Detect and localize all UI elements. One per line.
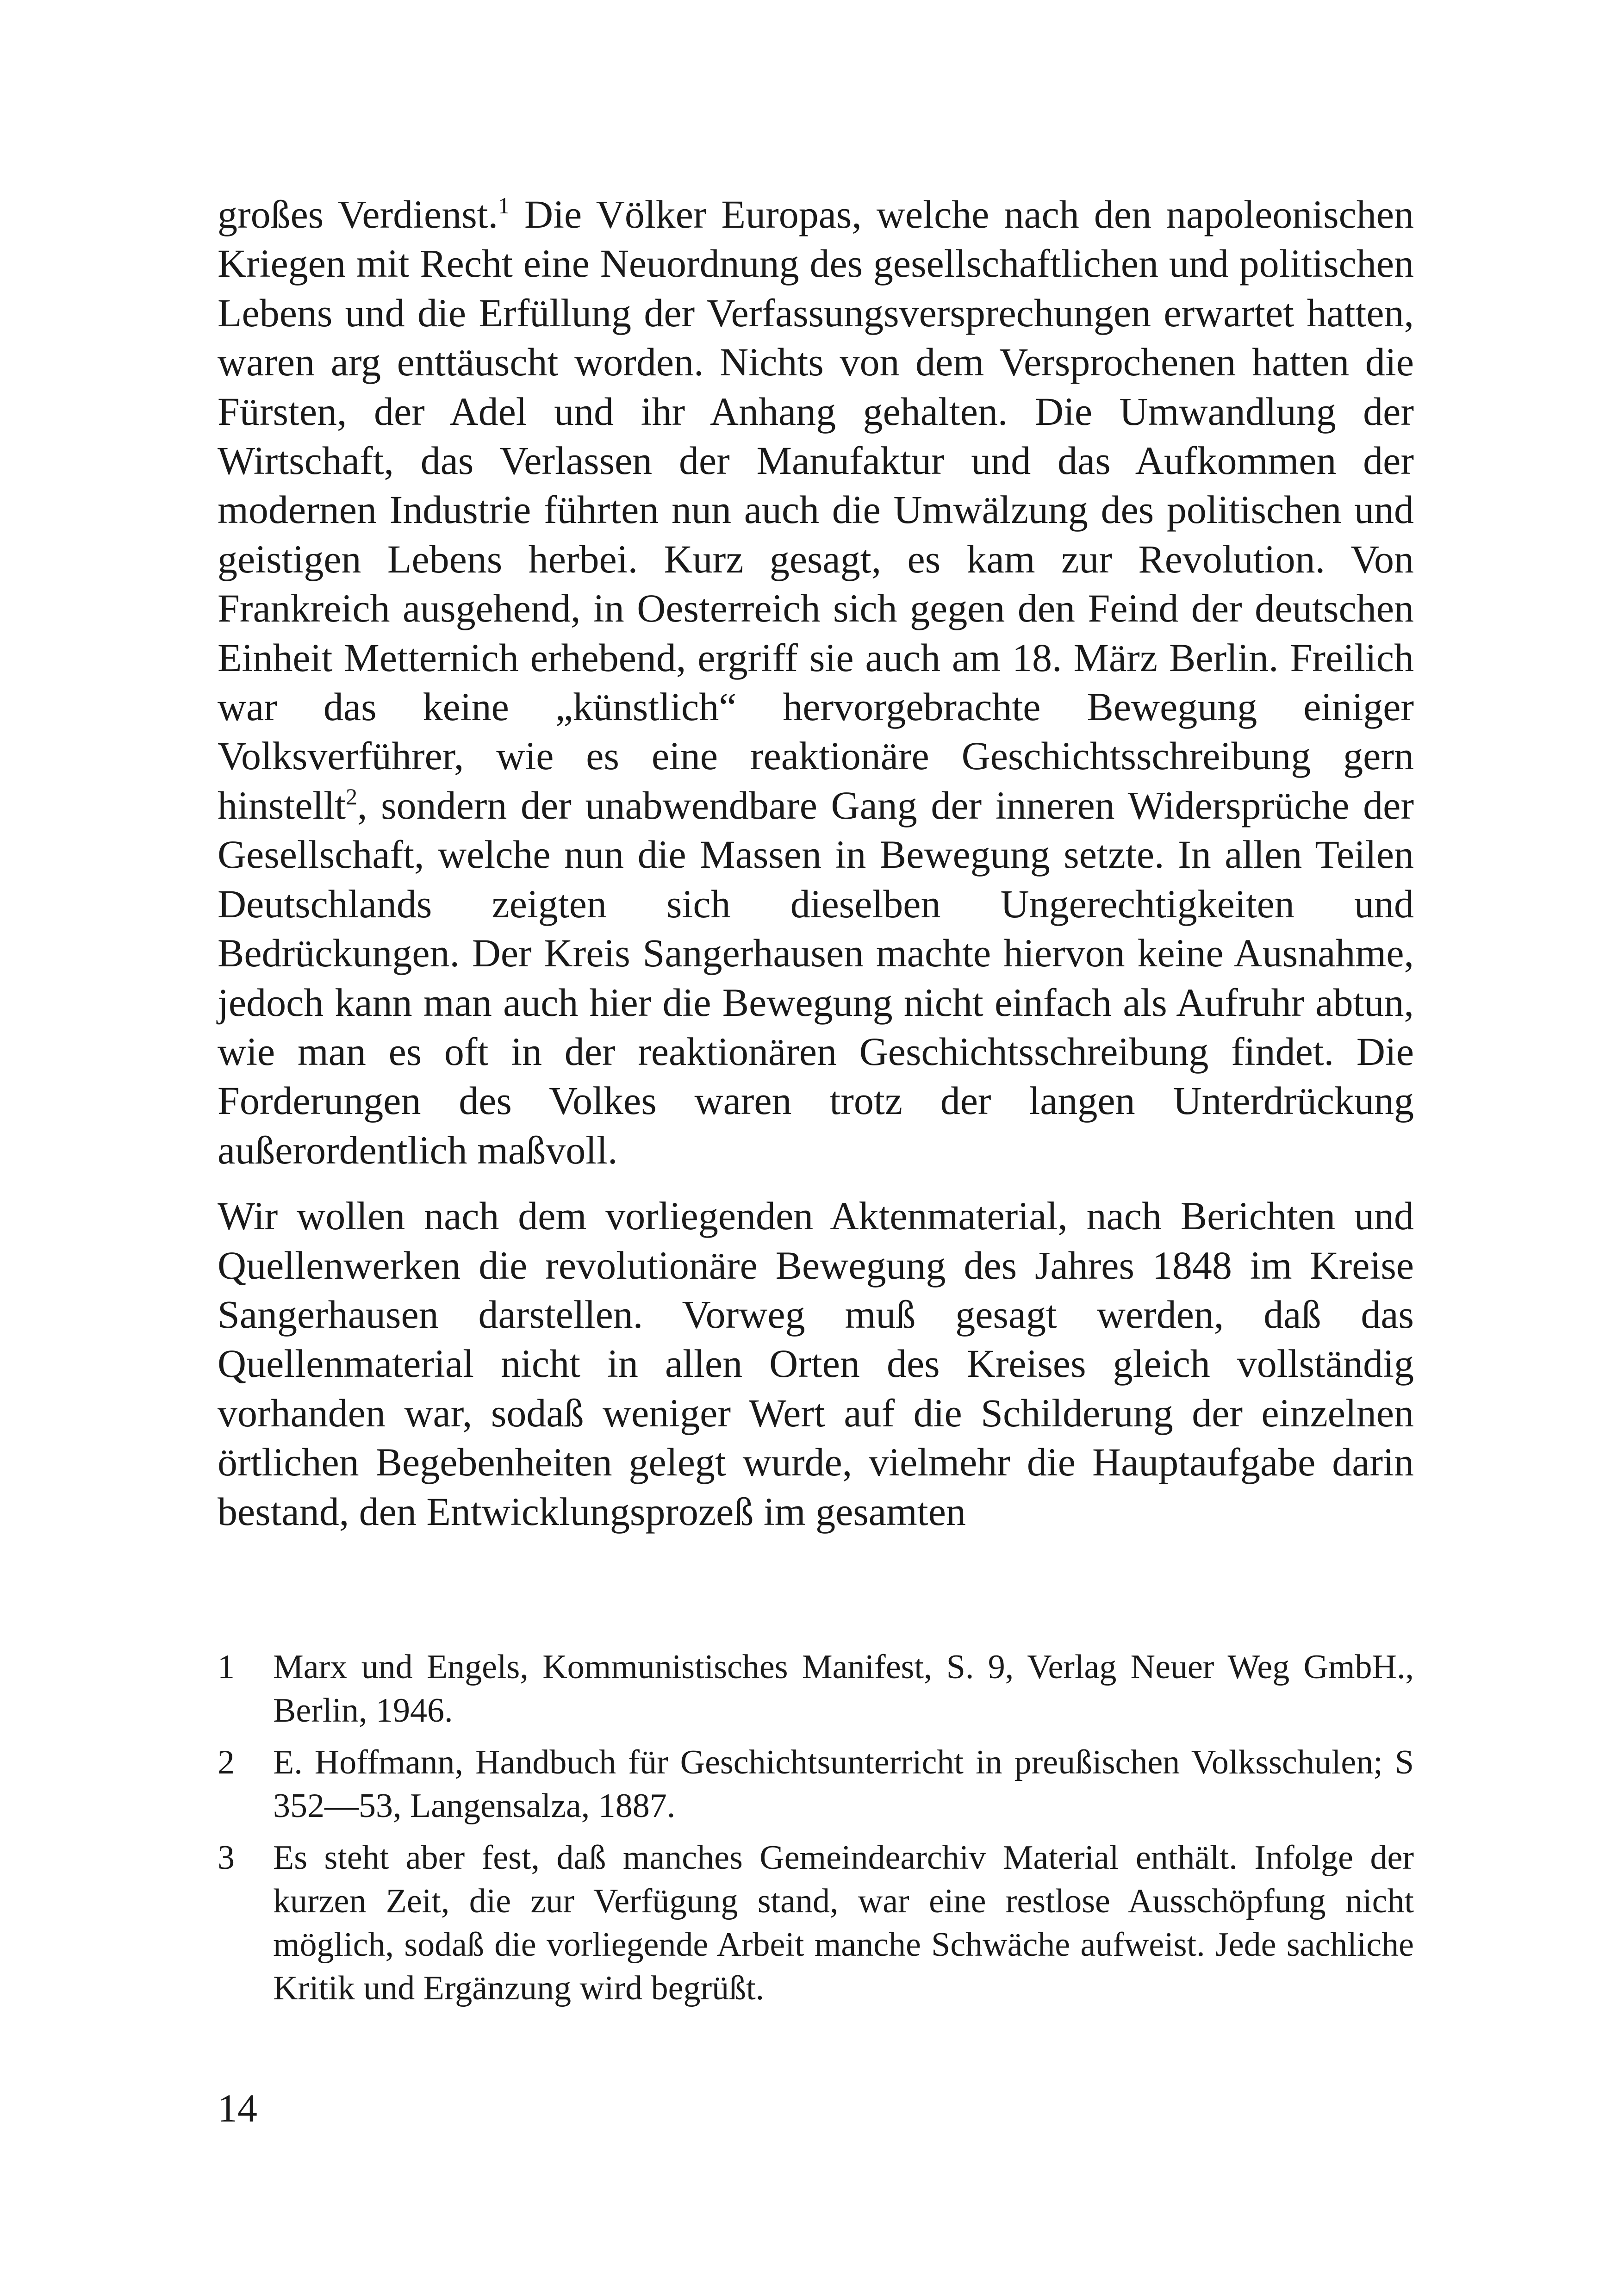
footnote-text: Es steht aber fest, daß manches Gemeindearchiv Material enthält. Infolge der kurzen Zeit, die zur Verfügung stand, war eine restlose Ausschöpfung nicht möglich, sodaß die vorliegende Arbeit manche Schwäche aufweist. Jede sachliche Kritik und Ergänzung wird begrüßt. [273, 1839, 1414, 2007]
paragraph-1-text-b: Die Völker Europas, welche nach den napoleonischen Kriegen mit Recht eine Neuordnung des gesellschaftlichen und politischen Lebens und die Erfüllung der Verfassungsversprechungen erwartet hatten, waren arg enttäuscht worden. Nichts von dem Versprochenen hatten die Fürsten, der Adel und ihr Anhang gehalten. Die Umwandlung der Wirtschaft, das Verlassen der Manufaktur und das Aufkommen der modernen Industrie führten nun auch die Umwälzung des politischen und geistigen Lebens herbei. Kurz gesagt, es kam zur Revolution. Von Frankreich ausgehend, in Oesterreich sich gegen den Feind der deutschen Einheit Metternich erhebend, ergriff sie auch am 18. März Berlin. Freilich war das keine „künstlich“ hervorgebrachte Bewegung einiger Volksverführer, wie es eine reaktionäre Geschichtsschreibung gern hinstellt [218, 192, 1414, 828]
page-content [218, 190, 1414, 1536]
footnotes [218, 1645, 1414, 2018]
paragraph-1-text-c: , sondern der unabwendbare Gang der inneren Widersprüche der Gesellschaft, welche nun die Massen in Bewegung setzte. In allen Teilen Deutschlands zeigten sich dieselben Ungerechtigkeiten und Bedrückungen. Der Kreis Sangerhausen machte hiervon keine Ausnahme, jedoch kann man auch hier die Bewegung nicht einfach als Aufruhr abtun, wie man es oft in der reaktionären Geschichtsschreibung findet. Die Forderungen des Volkes waren trotz der langen Unterdrückung außerordentlich maßvoll. [218, 783, 1414, 1172]
footnote-3 [218, 1836, 1414, 2010]
footnote-ref-2: 2 [346, 784, 358, 809]
footnote-text: Marx und Engels, Kommunistisches Manifest, S. 9, Verlag Neuer Weg GmbH., Berlin, 1946. [273, 1648, 1414, 1730]
paragraph-1 [218, 190, 1414, 1175]
footnote-text: E. Hoffmann, Handbuch für Geschichtsunterricht in preußischen Volksschulen; S 352—53, Langensalza, 1887. [273, 1743, 1414, 1825]
footnote-number: 1 [218, 1648, 235, 1686]
footnote-number: 2 [218, 1743, 235, 1781]
paragraph-2: Wir wollen nach dem vorliegenden Aktenmaterial, nach Berichten und Quellenwerken die revolutionäre Bewegung des Jahres 1848 im Kreise Sangerhausen darstellen. Vorweg muß gesagt werden, daß das Quellenmaterial nicht in allen Orten des Kreises gleich vollständig vorhanden war, sodaß weniger Wert auf die Schilderung der einzelnen örtlichen Begebenheiten gelegt wurde, vielmehr die Hauptaufgabe darin bestand, den Entwicklungsprozeß im gesamten [218, 1194, 1414, 1534]
body-text [218, 190, 1414, 1536]
paragraph-1-text-a: großes Verdienst. [218, 192, 498, 236]
footnote-1 [218, 1645, 1414, 1732]
page-number: 14 [218, 2086, 257, 2130]
footnote-2 [218, 1741, 1414, 1828]
footnote-number: 3 [218, 1839, 235, 1877]
footnote-ref-1: 1 [498, 193, 510, 219]
